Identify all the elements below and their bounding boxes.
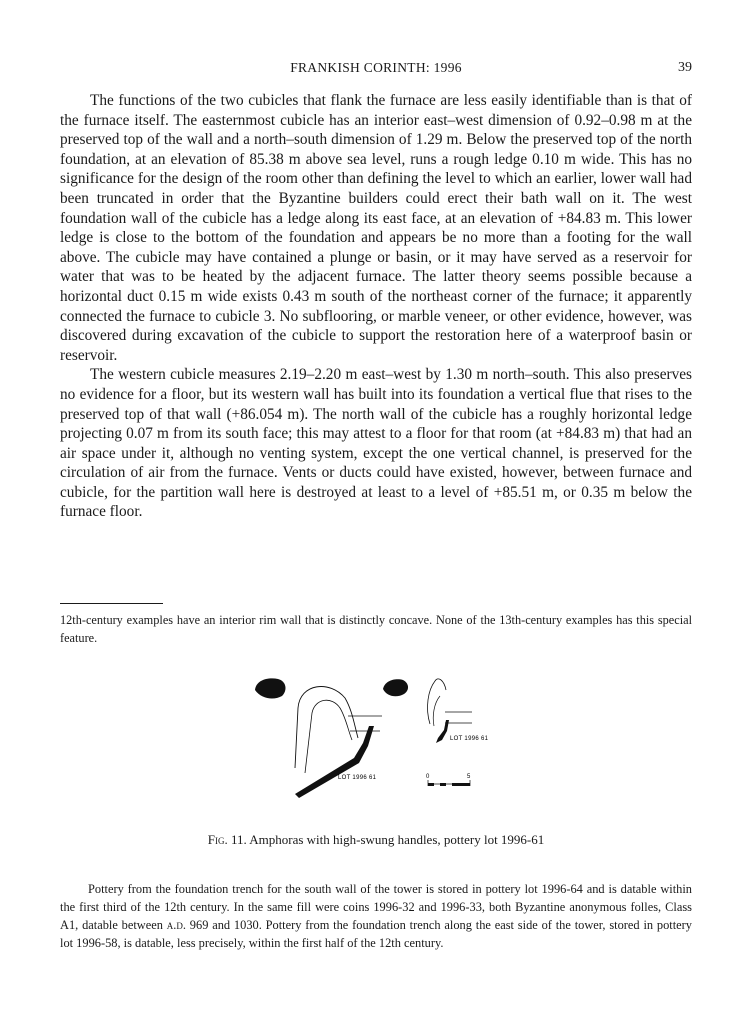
running-head [60,60,692,80]
scale-segment [452,783,470,786]
paragraph: The functions of the two cubicles that flank the furnace are less easily identifiable than is that of the furnace itself. The easternmost cubicle has an interior east–west dimension of 0.92–0.98 m at the preserved top of the wall and a north–south dimension of 1.29 m. Below the preserved top of the north foundation, at an elevation of 85.38 m above sea level, runs a rough ledge 0.10 m wide. This has no significance for the design of the room other than defining the level to which an earlier, lower wall had been truncated in order that the Byzantine builders could erect their bath wall on it. The west foundation wall of the cubicle has a ledge along its east face, at an elevation of +84.83 m. This lower ledge is close to the bottom of the foundation and appears be no more than a footing for the wall above. The cubicle may have contained a plunge or basin, or it may have served as a reservoir for water that was to be heated by the adjacent furnace. The latter theory seems possible because a horizontal duct 0.15 m wide exists 0.43 m south of the northeast corner of the furnace; it apparently connected the furnace to cubicle 3. No subflooring, or marble veneer, or other evidence, however, was discovered during excavation of the cubicle to support the restoration here of a waterproof basin or reservoir. [60,92,692,364]
footnote: 12th-century examples have an interior rim wall that is distinctly concave. None of the 13th-century examples has this special feature. [60,613,692,645]
era-abbreviation: a.d. [166,918,186,932]
closing-text-2: 969 and 1030. Pottery from the foundation trench along the east side of the tower, stored in pottery lot 1996-58, is datable, less precisely, within the first half of the 12th century. [60,918,693,950]
amphora-profiles-drawing [250,668,510,798]
scale-bar [426,774,471,786]
handle-outline-left [295,687,358,768]
handle-section-right [383,679,408,696]
closing-paragraph [60,880,692,952]
wall-section-left [295,726,374,798]
scale-label-start: 0 [426,774,430,780]
wall-section-right [436,720,449,743]
body-text [60,91,692,522]
scale-label-end: 5 [467,774,471,780]
handle-inner-left [305,700,352,773]
lot-label-left: LOT 1996 61 [338,775,377,781]
scale-segment [428,783,434,786]
paragraph: The western cubicle measures 2.19–2.20 m east–west by 1.30 m north–south. This also preserves no evidence for a floor, but its western wall has built into its foundation a vertical flue that rises to the preserved top of that wall (+86.054 m). The north wall of the cubicle has a roughly horizontal ledge projecting 0.07 m from its south face; this may attest to a floor for that room (at +84.83 m) that had an air space under it, although no venting system, except the one vertical channel, is preserved for the circulation of air from the furnace. Vents or ducts could have existed, however, between furnace and cubicle, for the partition wall here is destroyed at least to a level of +85.51 m, or 0.35 m below the furnace floor. [60,366,692,521]
figure-caption [60,832,692,848]
running-title: FRANKISH CORINTH: 1996 [290,60,462,75]
caption-text: Amphoras with high-swung handles, pottery lot 1996-61 [249,832,545,847]
lot-label-right: LOT 1996 61 [450,736,489,742]
footnote-rule [60,603,163,604]
handle-inner-right [433,696,440,726]
closing-text-1: Pottery from the foundation trench for the south wall of the tower is stored in pottery lot 1996-64 and is datable within the first third of the 12th century. In the same fill were coins 1996-32 and 1996-33, both Byzantine anonymous folles, Class A1, datable between [60,882,692,932]
page-number: 39 [678,60,692,75]
handle-section-left [255,678,285,698]
scale-segment [440,783,446,786]
figure-amphora-drawing [250,668,510,798]
figure-label: Fig. 11. [207,832,247,847]
